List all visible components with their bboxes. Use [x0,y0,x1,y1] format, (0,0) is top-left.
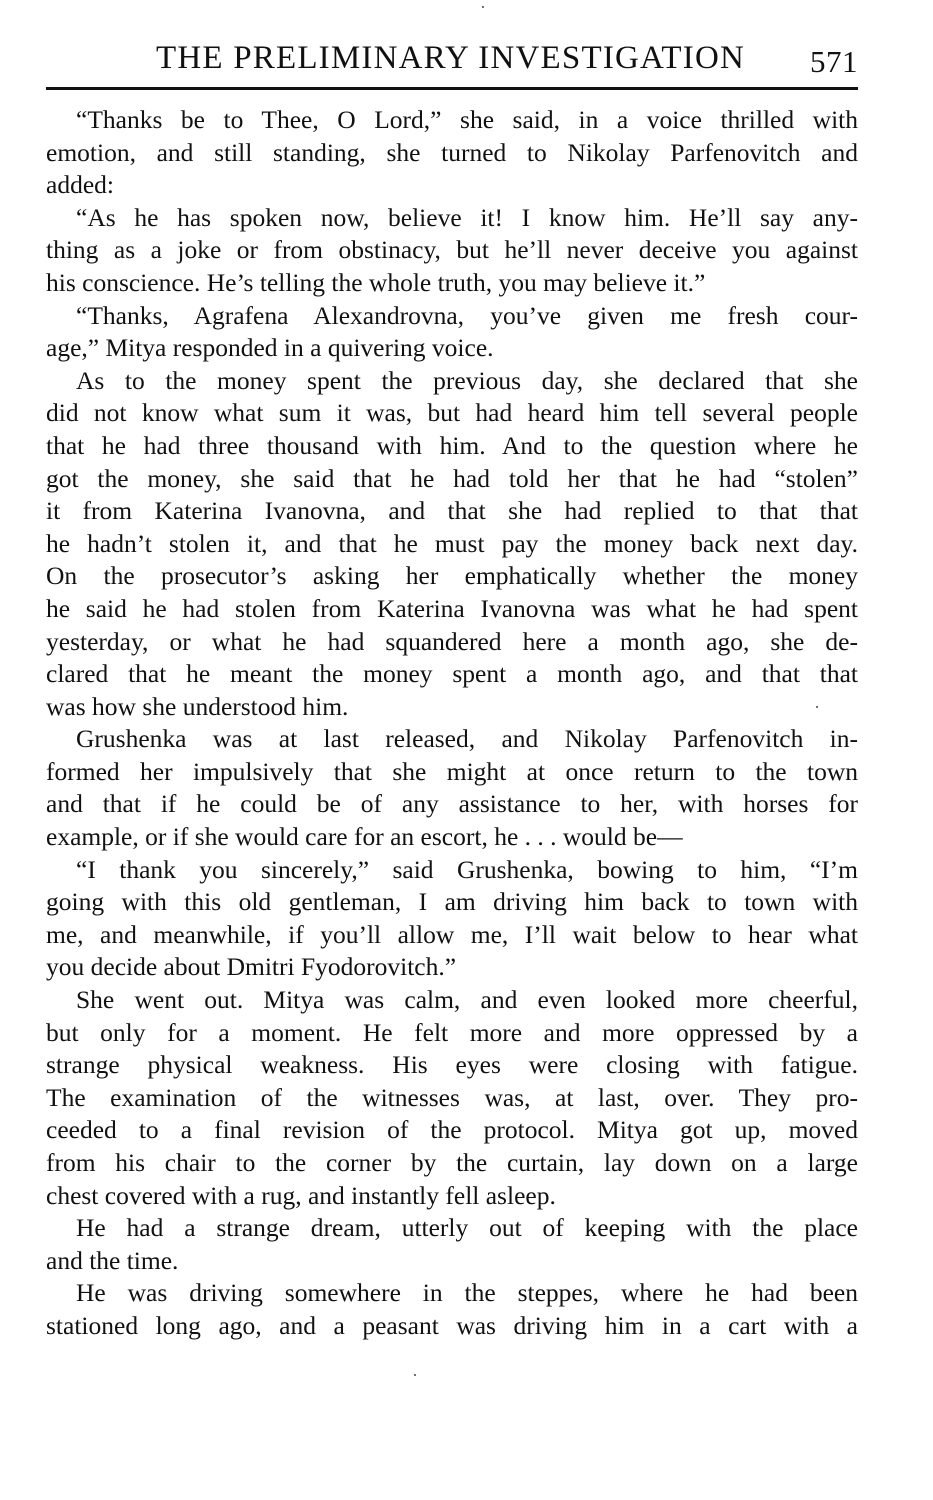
text-line: ceeded to a final revision of the protocol. Mitya got up, moved [46,1115,858,1145]
text-line: chest covered with a rug, and instantly fell asleep. [46,1180,556,1210]
text-line: “As he has spoken now, believe it! I know him. He’ll say any- [76,202,858,232]
text-line: “Thanks, Agrafena Alexandrovna, you’ve given me fresh cour- [76,300,858,330]
text-line: strange physical weakness. His eyes were closing with fatigue. [46,1050,858,1080]
text-line: from his chair to the corner by the curtain, lay down on a large [46,1148,858,1177]
text-line: you decide about Dmitri Fyodorovitch.” [46,952,457,982]
text-line: got the money, she said that he had told her that he had “stolen” [46,463,858,493]
text-line: and the time. [46,1245,179,1275]
text-line: but only for a moment. He felt more and more oppressed by a [46,1017,858,1047]
print-speck [414,1374,416,1376]
text-line: “Thanks be to Thee, O Lord,” she said, in a voice thrilled with [76,105,858,134]
text-line: emotion, and still standing, she turned to Nikolay Parfenovitch and [46,137,858,167]
text-line: me, and meanwhile, if you’ll allow me, I’ll wait below to hear what [46,919,858,949]
text-line: He had a strange dream, utterly out of keeping with the place [76,1213,858,1243]
text-line: He was driving somewhere in the steppes, where he had been [76,1278,858,1308]
text-line: was how she understood him. [46,691,349,721]
print-speck [482,6,484,8]
text-line: yesterday, or what he had squandered here a month ago, she de- [46,626,858,656]
text-line: example, or if she would care for an escort, he . . . would be— [46,822,683,852]
text-line: that he had three thousand with him. And to the question where he [46,430,858,460]
text-line: clared that he meant the money spent a month ago, and that that [46,659,858,689]
text-line: he said he had stolen from Katerina Ivanovna was what he had spent [46,593,858,623]
running-head [46,38,858,82]
text-line: age,” Mitya responded in a quivering voice. [46,333,494,363]
text-line: “I thank you sincerely,” said Grushenka, bowing to him, “I’m [76,854,858,884]
text-line: Grushenka was at last released, and Nikolay Parfenovitch in- [76,724,858,754]
text-line: On the prosecutor’s asking her emphatically whether the money [46,561,858,591]
print-speck [816,706,818,708]
text-line: his conscience. He’s telling the whole truth, you may believe it.” [46,267,706,297]
text-line: thing as a joke or from obstinacy, but he’ll never deceive you against [46,235,858,265]
text-line: added: [46,170,114,200]
chapter-title: THE PRELIMINARY INVESTIGATION [156,40,746,76]
text-line: and that if he could be of any assistance to her, with horses for [46,789,858,819]
header-rule [46,87,858,90]
text-line: he hadn’t stolen it, and that he must pay the money back next day. [46,528,858,558]
text-line: it from Katerina Ivanovna, and that she had replied to that that [46,496,858,526]
page-number: 571 [810,44,858,79]
text-line: formed her impulsively that she might at once return to the town [46,756,858,786]
text-line: The examination of the witnesses was, at last, over. They pro- [46,1082,858,1112]
body-text [46,104,858,1343]
text-line: stationed long ago, and a peasant was driving him in a cart with a [46,1310,858,1340]
text-line: going with this old gentleman, I am driving him back to town with [46,887,858,917]
text-line: did not know what sum it was, but had heard him tell several people [46,398,858,428]
text-line: As to the money spent the previous day, she declared that she [76,365,858,395]
text-line: She went out. Mitya was calm, and even looked more cheerful, [76,985,858,1015]
